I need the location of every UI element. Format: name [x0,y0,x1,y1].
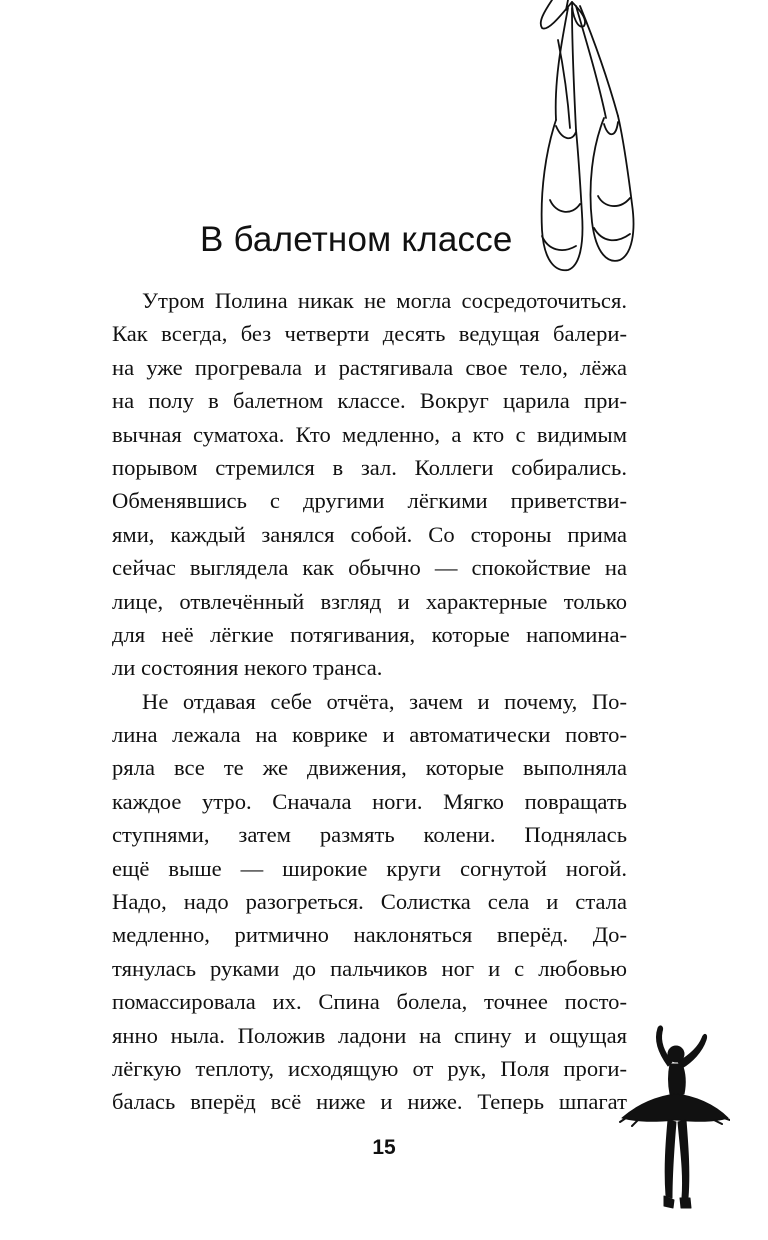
text-line: балась вперёд всё ниже и ниже. Теперь шпагат [112,1089,627,1115]
text-line: ряла все те же движения, которые выполняла [112,755,627,781]
text-line: Не отдавая себе отчёта, зачем и почему, По- [142,688,627,714]
text-line: Утром Полина никак не могла сосредоточиться. [142,288,627,313]
text-line: янно ныла. Положив ладони на спину и ощущая [112,1022,627,1048]
text-line: Обменявшись с другими лёгкими приветстви- [112,488,627,514]
text-line: вычная суматоха. Кто медленно, а кто с видимым [112,421,627,447]
page-number: 15 [372,1136,396,1159]
text-line: Как всегда, без четверти десять ведущая балери- [112,321,627,347]
text-line: на уже прогревала и растягивала свое тело, лёжа [112,354,627,380]
text-line: лина лежала на коврике и автоматически повто- [112,722,627,748]
text-line: на полу в балетном классе. Вокруг царила при- [112,388,627,414]
text-line: помассировала их. Спина болела, точнее посто- [112,989,627,1015]
text-line: для неё лёгкие потягивания, которые напомина- [112,621,627,647]
text-line: медленно, ритмично наклоняться вперёд. До- [112,922,627,948]
text-line: каждое утро. Сначала ноги. Мягко повращать [112,788,627,814]
text-line: лице, отвлечённый взгляд и характерные только [112,588,627,614]
text-line: порывом стремился в зал. Коллеги собирались. [112,454,627,480]
text-line: Надо, надо разогреться. Солистка села и стала [112,889,627,915]
paragraph [112,284,627,685]
text-line: ещё выше — широкие круги согнутой ногой. [112,855,627,881]
text-line: сейчас выглядела как обычно — спокойствие на [112,555,627,581]
text-line: тянулась руками до пальчиков ног и с любовью [112,955,627,981]
text-line: ями, каждый занялся собой. Со стороны прима [112,521,627,547]
text-line: лёгкую теплоту, исходящую от рук, Поля проги- [112,1055,627,1081]
ballerina-silhouette-icon [618,1022,730,1210]
chapter-title: В балетном классе [200,220,513,259]
body-text [112,284,627,1119]
text-line: ступнями, затем размять колени. Поднялась [112,822,627,848]
ballet-shoes-icon [532,0,642,280]
text-line: ли состояния некого транса. [112,655,383,681]
paragraph [112,685,627,1119]
